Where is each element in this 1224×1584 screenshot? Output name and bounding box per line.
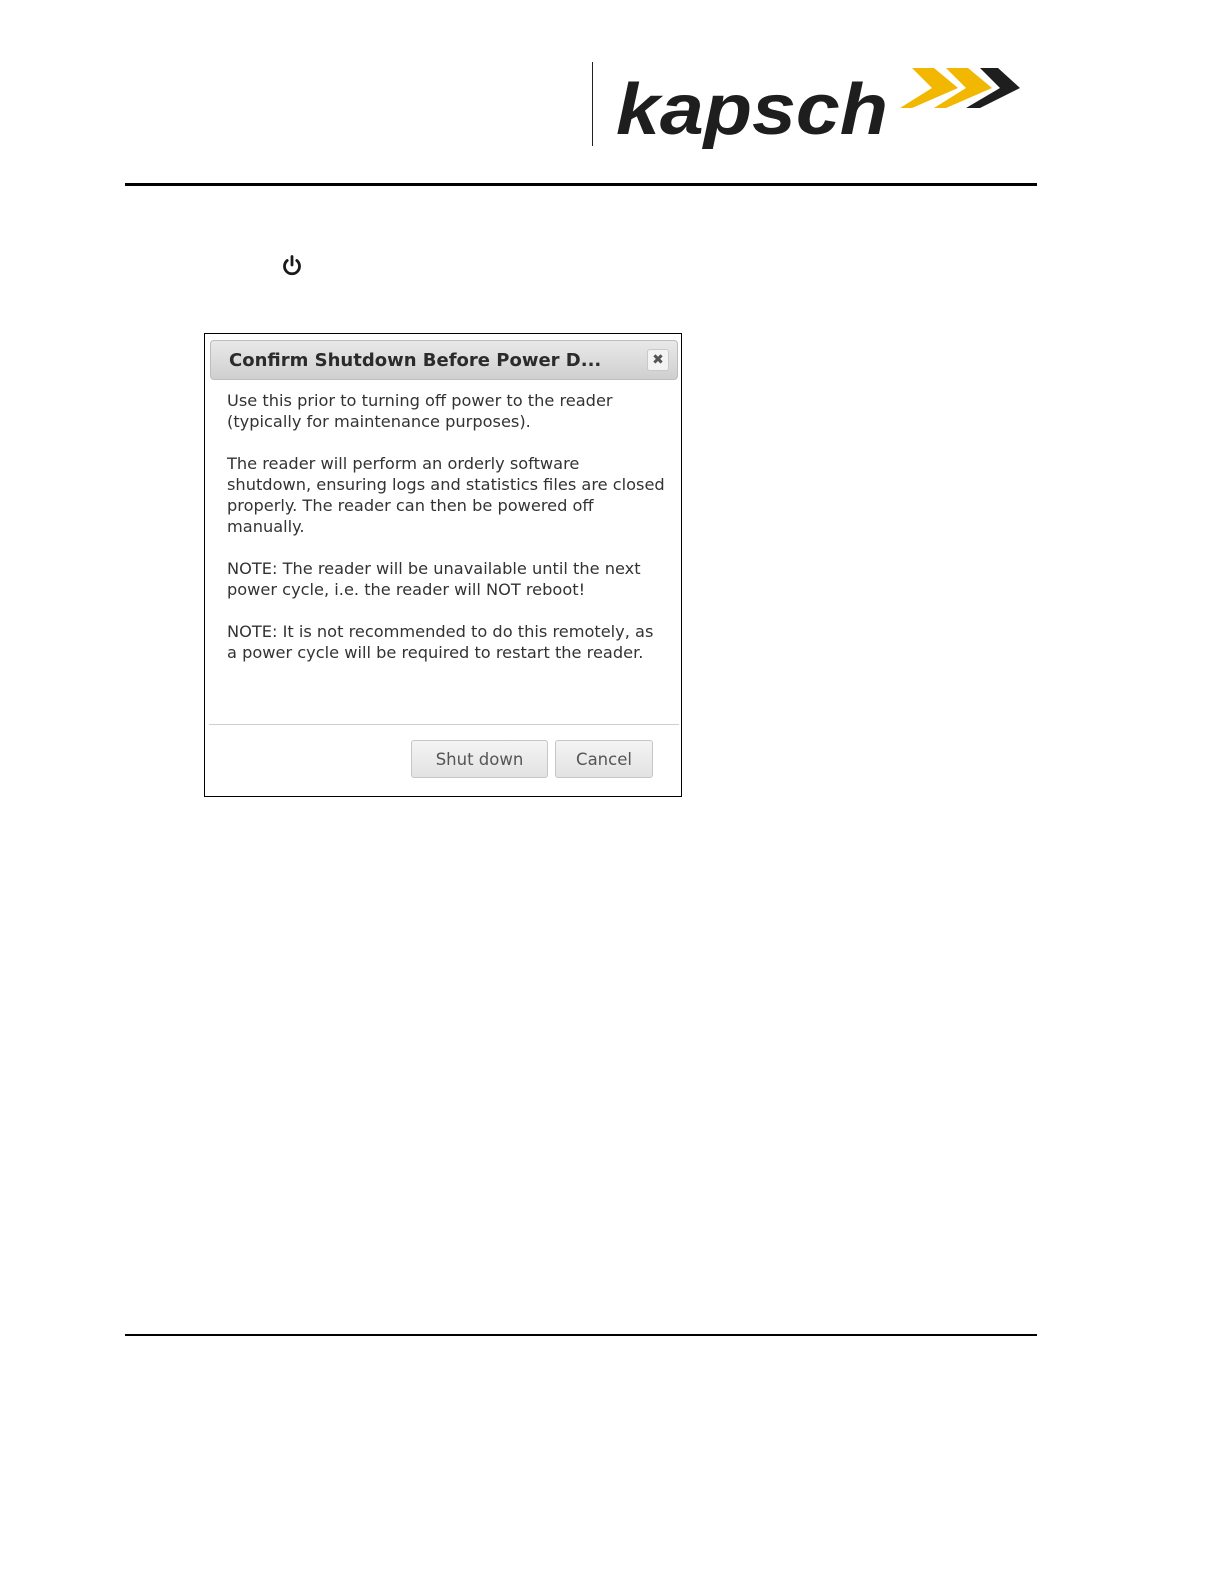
confirm-shutdown-dialog	[204, 333, 682, 797]
close-button[interactable]	[647, 349, 669, 371]
shut-down-button[interactable]: Shut down	[411, 740, 548, 778]
dialog-message	[227, 390, 667, 684]
dialog-button-separator	[209, 724, 679, 725]
dialog-title-bar[interactable]	[210, 340, 678, 380]
message-paragraph-note-remote: NOTE: It is not recommended to do this remotely, as a power cycle will be required to restart the reader.	[227, 622, 654, 662]
cancel-button[interactable]: Cancel	[555, 740, 653, 778]
kapsch-logo-graphic	[612, 58, 1032, 158]
message-paragraph-shutdown: The reader will perform an orderly software shutdown, ensuring logs and statistics files are closed properly. The reader can then be powered off manually.	[227, 454, 665, 536]
logo-wordmark: kapsch	[616, 70, 888, 150]
footer-rule	[125, 1334, 1037, 1336]
dialog-title: Confirm Shutdown Before Power D...	[229, 350, 602, 371]
header-rule	[125, 183, 1037, 186]
close-icon: ✖	[652, 352, 664, 368]
logo-divider	[592, 62, 593, 146]
kapsch-logo	[612, 58, 1032, 158]
message-paragraph-usage: Use this prior to turning off power to the reader (typically for maintenance purposes).	[227, 391, 613, 431]
message-paragraph-note-unavailable: NOTE: The reader will be unavailable until the next power cycle, i.e. the reader will NOT reboot!	[227, 559, 641, 599]
kapsch-chevrons-icon	[900, 68, 1020, 108]
power-icon[interactable]	[280, 254, 304, 278]
